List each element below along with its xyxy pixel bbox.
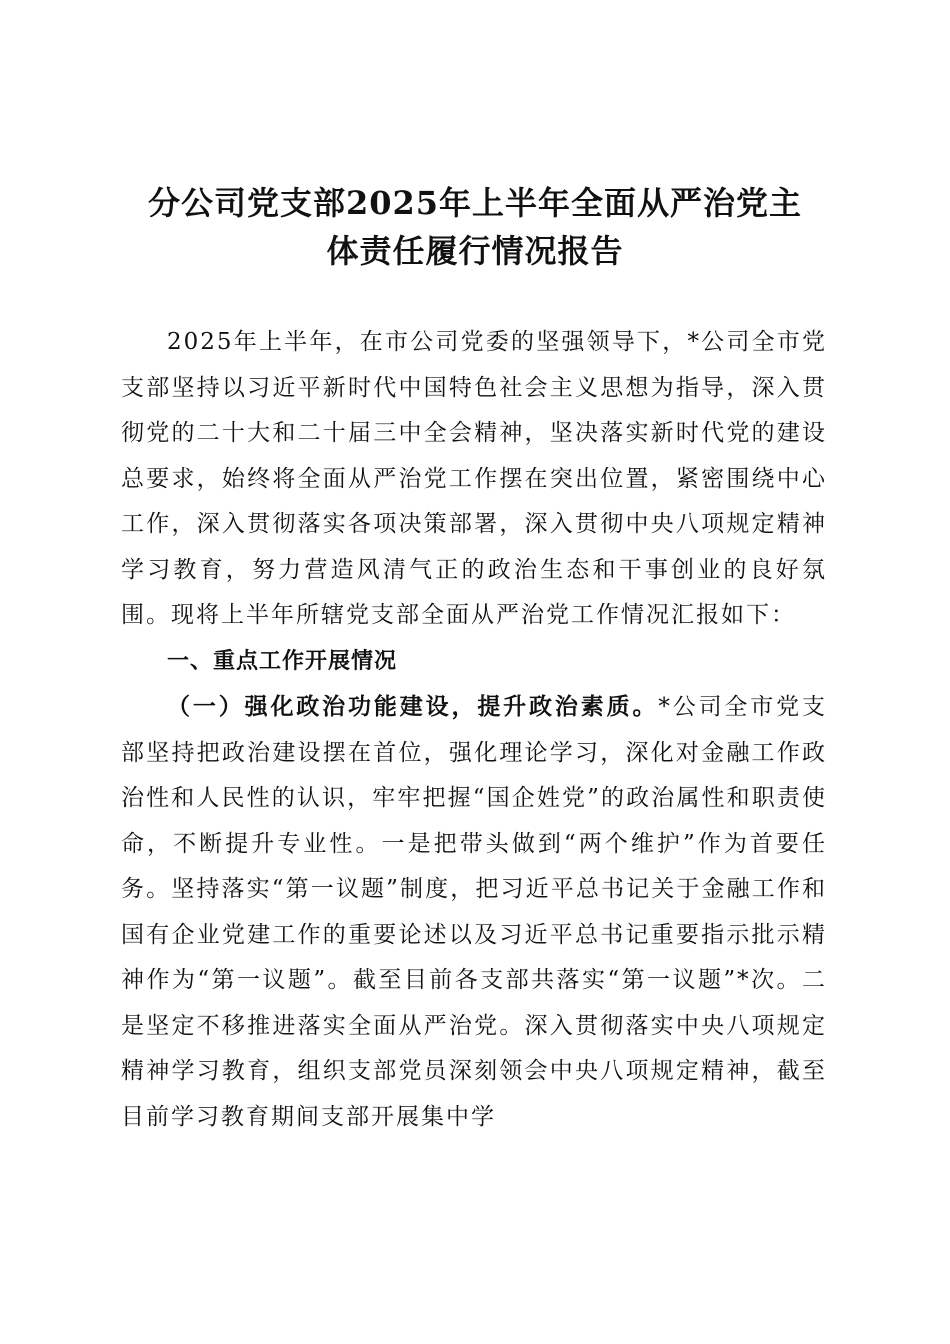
document-title [100,179,850,275]
subsection-body: *公司全市党支部坚持把政治建设摆在首位，强化理论学习，深化对金融工作政治性和人民性的认识，牢牢把握“国企姓党”的政治属性和职责使命，不断提升专业性。一是把带头做到“两个维护”作为首要任务。坚持落实“第一议题”制度，把习近平总书记关于金融工作和国有企业党建工作的重要论述以及习近平总书记重要指示批示精神作为“第一议题”。截至目前各支部共落实“第一议题”*次。二是坚定不移推进落实全面从严治党。深入贯彻落实中央八项规定精神学习教育，组织支部党员深刻领会中央八项规定精神，截至目前学习教育期间支部开展集中学 [121,694,828,1130]
subsection-title: （一）强化政治功能建设，提升政治素质。 [167,693,659,720]
subsection-paragraph [121,684,827,1140]
document-body [121,320,827,1140]
title-line-1: 分公司党支部2025年上半年全面从严治党主 [147,184,803,223]
section-heading: 一、重点工作开展情况 [167,648,398,674]
intro-paragraph: 2025年上半年，在市公司党委的坚强领导下，*公司全市党支部坚持以习近平新时代中国特色社会主义思想为指导，深入贯彻党的二十大和二十届三中全会精神，坚决落实新时代党的建设总要求，始终将全面从严治党工作摆在突出位置，紧密围绕中心工作，深入贯彻落实各项决策部署，深入贯彻中央八项规定精神学习教育，努力营造风清气正的政治生态和干事创业的良好氛围。现将上半年所辖党支部全面从严治党工作情况汇报如下： [121,329,827,628]
title-line-2: 体责任履行情况报告 [326,232,624,271]
